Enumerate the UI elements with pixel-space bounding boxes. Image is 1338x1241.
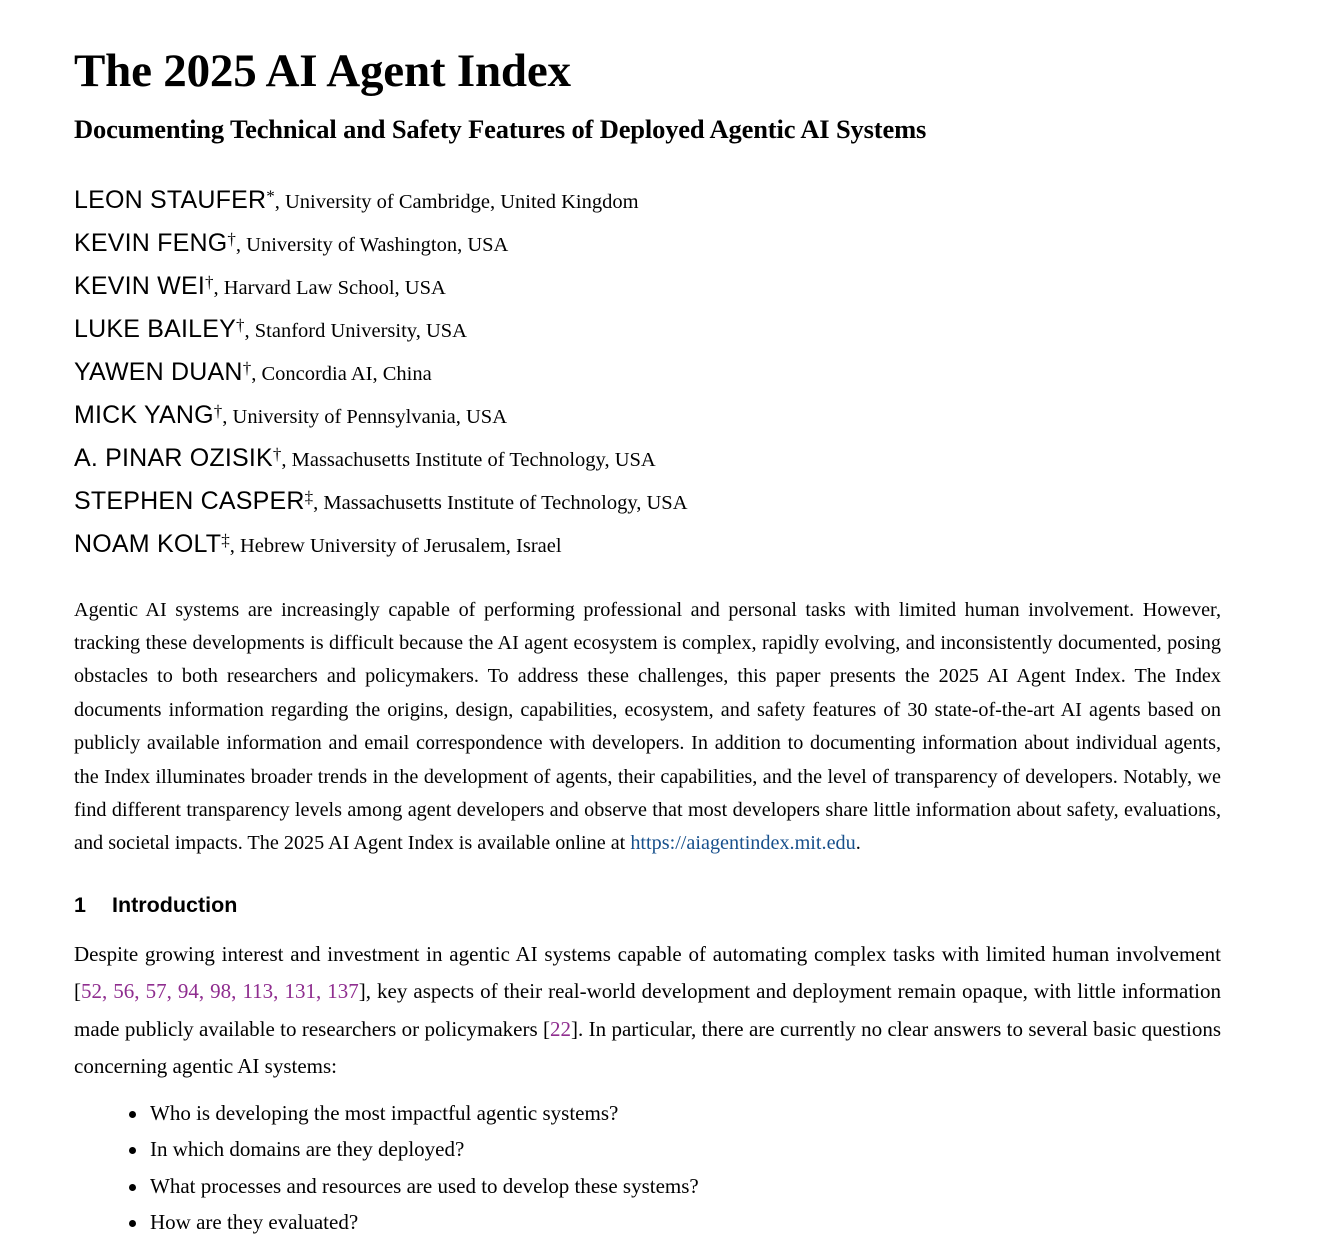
author-affiliation: , Concordia AI, China bbox=[251, 362, 432, 385]
author-name: KEVIN FENG bbox=[74, 228, 228, 257]
citation-group-2[interactable]: 22 bbox=[549, 1016, 571, 1041]
author-affiliation: , Stanford University, USA bbox=[244, 319, 467, 342]
list-item-label: How are they evaluated? bbox=[150, 1210, 359, 1235]
author-entry bbox=[74, 480, 1221, 523]
author-affiliation-marker: † bbox=[213, 401, 223, 421]
author-affiliation: , Massachusetts Institute of Technology, USA bbox=[313, 491, 688, 514]
list-item-label: Who is developing the most impactful agentic systems? bbox=[150, 1100, 619, 1125]
author-affiliation-marker: † bbox=[242, 358, 252, 378]
author-entry bbox=[74, 394, 1221, 437]
author-affiliation: , University of Pennsylvania, USA bbox=[222, 405, 507, 428]
author-entry bbox=[74, 179, 1221, 222]
author-entry bbox=[74, 308, 1221, 351]
author-name: LEON STAUFER bbox=[74, 185, 267, 214]
bullet-icon bbox=[129, 1131, 138, 1168]
author-name: STEPHEN CASPER bbox=[74, 486, 305, 515]
author-affiliation: , University of Washington, USA bbox=[235, 233, 509, 256]
author-entry bbox=[74, 523, 1221, 566]
author-affiliation: , University of Cambridge, United Kingdom bbox=[274, 190, 639, 213]
author-affiliation: , Harvard Law School, USA bbox=[213, 276, 446, 299]
bullet-icon bbox=[129, 1095, 138, 1132]
author-name: LUKE BAILEY bbox=[74, 314, 237, 343]
author-affiliation: , Hebrew University of Jerusalem, Israel bbox=[229, 534, 562, 557]
author-affiliation-marker: ‡ bbox=[221, 530, 230, 550]
abstract-trailing-period: . bbox=[855, 832, 861, 855]
author-affiliation: , Massachusetts Institute of Technology, USA bbox=[281, 448, 656, 471]
author-affiliation-marker: * bbox=[266, 186, 275, 206]
author-affiliation-marker: † bbox=[227, 229, 236, 249]
introduction-paragraph bbox=[74, 919, 1221, 1086]
list-item bbox=[74, 1168, 1221, 1205]
page-content-column bbox=[74, 0, 1221, 1241]
author-affiliation-marker: ‡ bbox=[304, 487, 314, 507]
list-item bbox=[74, 1204, 1221, 1241]
aiagentindex-link[interactable]: https://aiagentindex.mit.edu bbox=[630, 832, 856, 855]
author-entry bbox=[74, 437, 1221, 480]
list-item bbox=[74, 1131, 1221, 1168]
list-item-label: What processes and resources are used to develop these systems? bbox=[150, 1173, 699, 1198]
author-entry bbox=[74, 222, 1221, 265]
page-subtitle: Documenting Technical and Safety Features of Deployed Agentic AI Systems bbox=[74, 114, 927, 144]
author-name: KEVIN WEI bbox=[74, 271, 205, 300]
author-affiliation-marker: † bbox=[205, 272, 214, 292]
author-entry bbox=[74, 265, 1221, 308]
author-entry bbox=[74, 351, 1221, 394]
author-name: NOAM KOLT bbox=[74, 529, 222, 558]
bullet-icon bbox=[129, 1204, 138, 1241]
author-affiliation-marker: † bbox=[272, 444, 282, 464]
author-list bbox=[74, 143, 1221, 566]
author-name: YAWEN DUAN bbox=[74, 357, 243, 386]
abstract-paragraph bbox=[74, 566, 1221, 861]
intro-text-part-3: ]. In particular, there are currently no clear answers to several basic questions concerning agentic AI systems: bbox=[74, 1016, 1222, 1079]
abstract-body-text: Agentic AI systems are increasingly capable of performing professional and personal tasks with limited human involvement. However, tracking these developments is difficult because the AI agent ecosystem is complex, rapidly evolving, and inconsistently documented, posing obstacles to both researchers and policymakers. To address these challenges, this paper presents the 2025 AI Agent Index. The Index documents information regarding the origins, design, capabilities, ecosystem, and safety features of 30 state-of-the-art AI agents based on publicly available information and email correspondence with developers. In addition to documenting information about individual agents, the Index illuminates broader trends in the development of agents, their capabilities, and the level of transparency of developers. Notably, we find different transparency levels among agent developers and observe that most developers share little information about safety, evaluations, and societal impacts. The 2025 AI Agent Index is available online at bbox=[74, 598, 1221, 855]
citation-group-1[interactable]: 52, 56, 57, 94, 98, 113, 131, 137 bbox=[81, 979, 359, 1004]
author-name: MICK YANG bbox=[74, 400, 214, 429]
introduction-question-list bbox=[74, 1086, 1221, 1241]
section-title: Introduction bbox=[112, 892, 238, 917]
page-title: The 2025 AI Agent Index bbox=[74, 45, 571, 97]
author-affiliation-marker: † bbox=[236, 315, 245, 335]
intro-text-part-1: Despite growing interest and investment in agentic AI systems capable of automating complex tasks with limited human involvement [ bbox=[74, 941, 1221, 1004]
section-heading-introduction bbox=[74, 861, 1221, 919]
section-number: 1 bbox=[74, 892, 86, 917]
intro-text-part-2: ], key aspects of their real-world development and deployment remain opaque, with little information made publicly available to researchers or policymakers [ bbox=[74, 979, 1221, 1041]
author-name: A. PINAR OZISIK bbox=[74, 443, 273, 472]
list-item-label: In which domains are they deployed? bbox=[150, 1137, 465, 1162]
bullet-icon bbox=[129, 1168, 138, 1205]
list-item bbox=[74, 1095, 1221, 1132]
